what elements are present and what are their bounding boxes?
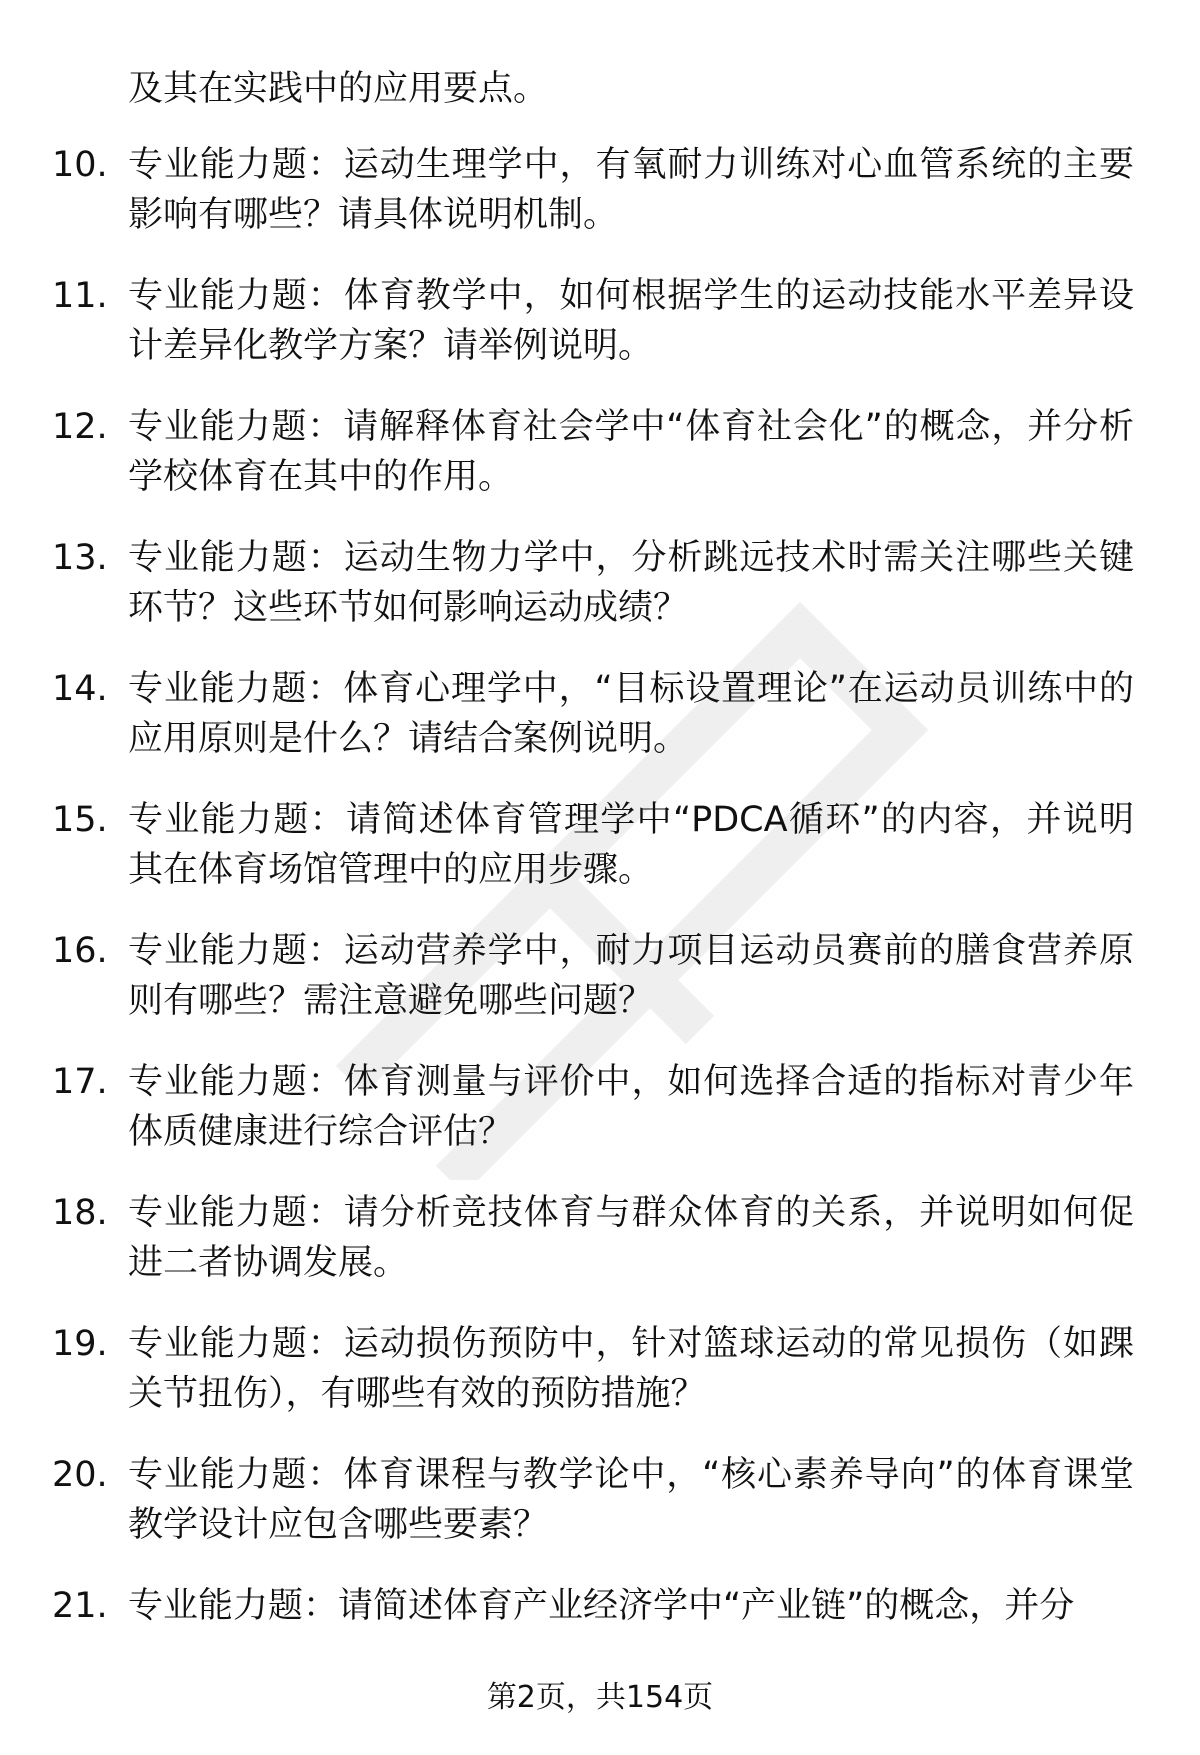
question-text: 专业能力题：运动损伤预防中，针对篮球运动的常见损伤（如踝关节扭伤），有哪些有效的预防措施？ bbox=[128, 1324, 1134, 1414]
question-item bbox=[52, 533, 1134, 633]
question-item bbox=[52, 664, 1134, 764]
question-text: 专业能力题：请分析竞技体育与群众体育的关系，并说明如何促进二者协调发展。 bbox=[128, 1193, 1134, 1283]
question-item bbox=[52, 402, 1134, 502]
question-number: 11. bbox=[52, 276, 108, 316]
question-text: 专业能力题：运动营养学中，耐力项目运动员赛前的膳食营养原则有哪些？需注意避免哪些问题？ bbox=[128, 931, 1134, 1021]
question-number: 13. bbox=[52, 538, 108, 578]
question-text: 专业能力题：运动生理学中，有氧耐力训练对心血管系统的主要影响有哪些？请具体说明机制。 bbox=[128, 145, 1134, 235]
question-item bbox=[52, 1057, 1134, 1157]
question-item bbox=[52, 1319, 1134, 1419]
question-item bbox=[52, 271, 1134, 371]
question-number: 19. bbox=[52, 1324, 108, 1364]
question-item bbox=[52, 795, 1134, 895]
question-number: 14. bbox=[52, 669, 108, 709]
question-number: 12. bbox=[52, 407, 108, 447]
question-text: 专业能力题：体育心理学中，“目标设置理论”在运动员训练中的应用原则是什么？请结合案例说明。 bbox=[128, 669, 1134, 759]
question-item bbox=[52, 140, 1134, 240]
page-footer: 第2页，共154页 bbox=[486, 1680, 714, 1715]
question-item bbox=[52, 1581, 1134, 1631]
question-number: 18. bbox=[52, 1193, 108, 1233]
question-number: 20. bbox=[52, 1455, 108, 1495]
question-text: 专业能力题：请简述体育管理学中“PDCA循环”的内容，并说明其在体育场馆管理中的应用步骤。 bbox=[128, 800, 1134, 890]
question-text: 专业能力题：请简述体育产业经济学中“产业链”的概念，并分 bbox=[128, 1586, 1075, 1626]
question-number: 17. bbox=[52, 1062, 108, 1102]
question-text: 专业能力题：体育测量与评价中，如何选择合适的指标对青少年体质健康进行综合评估？ bbox=[128, 1062, 1134, 1152]
question-item bbox=[52, 926, 1134, 1026]
question-number: 15. bbox=[52, 800, 108, 840]
question-number: 21. bbox=[52, 1586, 108, 1626]
question-item bbox=[52, 1450, 1134, 1550]
question-number: 16. bbox=[52, 931, 108, 971]
question-text: 专业能力题：体育课程与教学论中，“核心素养导向”的体育课堂教学设计应包含哪些要素？ bbox=[128, 1455, 1134, 1545]
question-text: 专业能力题：体育教学中，如何根据学生的运动技能水平差异设计差异化教学方案？请举例说明。 bbox=[128, 276, 1134, 366]
question-text: 专业能力题：请解释体育社会学中“体育社会化”的概念，并分析学校体育在其中的作用。 bbox=[128, 407, 1134, 497]
question-item bbox=[52, 1188, 1134, 1288]
question-text: 专业能力题：运动生物力学中，分析跳远技术时需关注哪些关键环节？这些环节如何影响运动成绩？ bbox=[128, 538, 1134, 628]
question-number: 10. bbox=[52, 145, 108, 185]
continuation-line: 及其在实践中的应用要点。 bbox=[128, 69, 549, 109]
continuation-text bbox=[128, 64, 1134, 114]
